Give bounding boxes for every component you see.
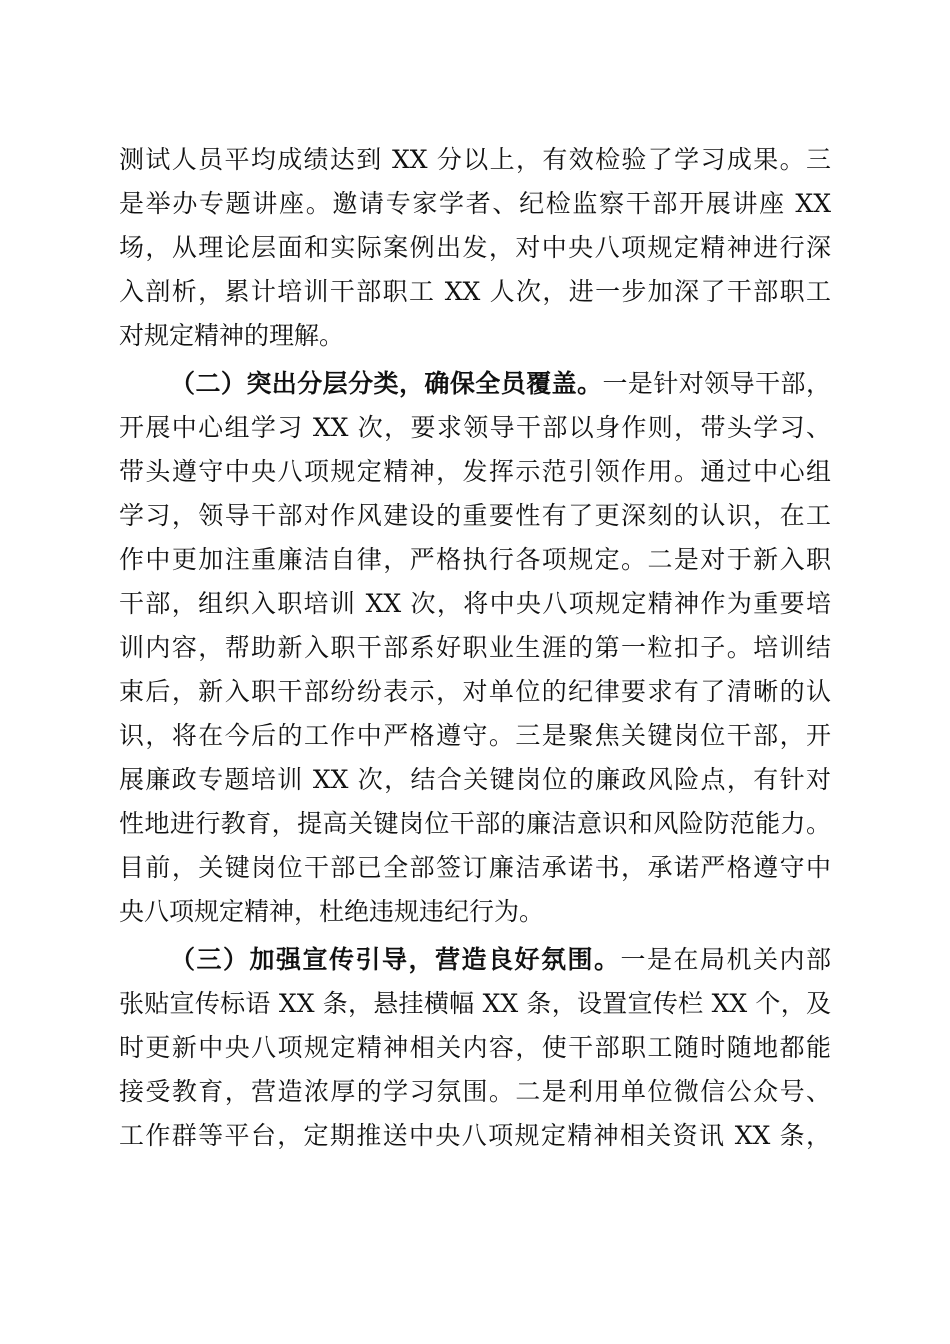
section-heading-line — [170, 369, 831, 399]
body-line: 央八项规定精神，杜绝违规违纪行为。 — [119, 897, 545, 926]
section-heading-continuation: 一是针对领导干部， — [602, 369, 831, 398]
section-heading: （三）加强宣传引导，营造良好氛围。 — [170, 945, 621, 974]
body-line: 束后，新入职干部纷纷表示，对单位的纪律要求有了清晰的认 — [119, 677, 831, 706]
body-line: 张贴宣传标语 XX 条，悬挂横幅 XX 条，设置宣传栏 XX 个，及 — [119, 989, 831, 1018]
body-line: 入剖析，累计培训干部职工 XX 人次，进一步加深了干部职工 — [119, 277, 831, 306]
body-line: 带头遵守中央八项规定精神，发挥示范引领作用。通过中心组 — [119, 457, 831, 486]
section-heading-line — [170, 945, 831, 975]
body-line: 场，从理论层面和实际案例出发，对中央八项规定精神进行深 — [119, 233, 831, 262]
body-line: 性地进行教育，提高关键岗位干部的廉洁意识和风险防范能力。 — [119, 809, 831, 838]
body-line: 时更新中央八项规定精神相关内容，使干部职工随时随地都能 — [119, 1033, 831, 1062]
body-line: 测试人员平均成绩达到 XX 分以上，有效检验了学习成果。三 — [119, 145, 831, 174]
body-line: 识，将在今后的工作中严格遵守。三是聚焦关键岗位干部，开 — [119, 721, 831, 750]
body-line: 干部，组织入职培训 XX 次，将中央八项规定精神作为重要培 — [119, 589, 831, 618]
body-line: 目前，关键岗位干部已全部签订廉洁承诺书，承诺严格遵守中 — [119, 853, 831, 882]
body-line: 对规定精神的理解。 — [119, 321, 345, 350]
section-heading: （二）突出分层分类，确保全员覆盖。 — [170, 369, 603, 398]
body-line: 是举办专题讲座。邀请专家学者、纪检监察干部开展讲座 XX — [119, 189, 831, 218]
body-line: 学习，领导干部对作风建设的重要性有了更深刻的认识，在工 — [119, 501, 831, 530]
body-line: 接受教育，营造浓厚的学习氛围。二是利用单位微信公众号、 — [119, 1077, 831, 1106]
body-line: 展廉政专题培训 XX 次，结合关键岗位的廉政风险点，有针对 — [119, 765, 831, 794]
body-line: 开展中心组学习 XX 次，要求领导干部以身作则，带头学习、 — [119, 413, 831, 442]
body-line: 训内容，帮助新入职干部系好职业生涯的第一粒扣子。培训结 — [119, 633, 831, 662]
body-line: 工作群等平台，定期推送中央八项规定精神相关资讯 XX 条， — [119, 1121, 831, 1150]
section-heading-continuation: 一是在局机关内部 — [620, 945, 831, 974]
body-line: 作中更加注重廉洁自律，严格执行各项规定。二是对于新入职 — [119, 545, 831, 574]
